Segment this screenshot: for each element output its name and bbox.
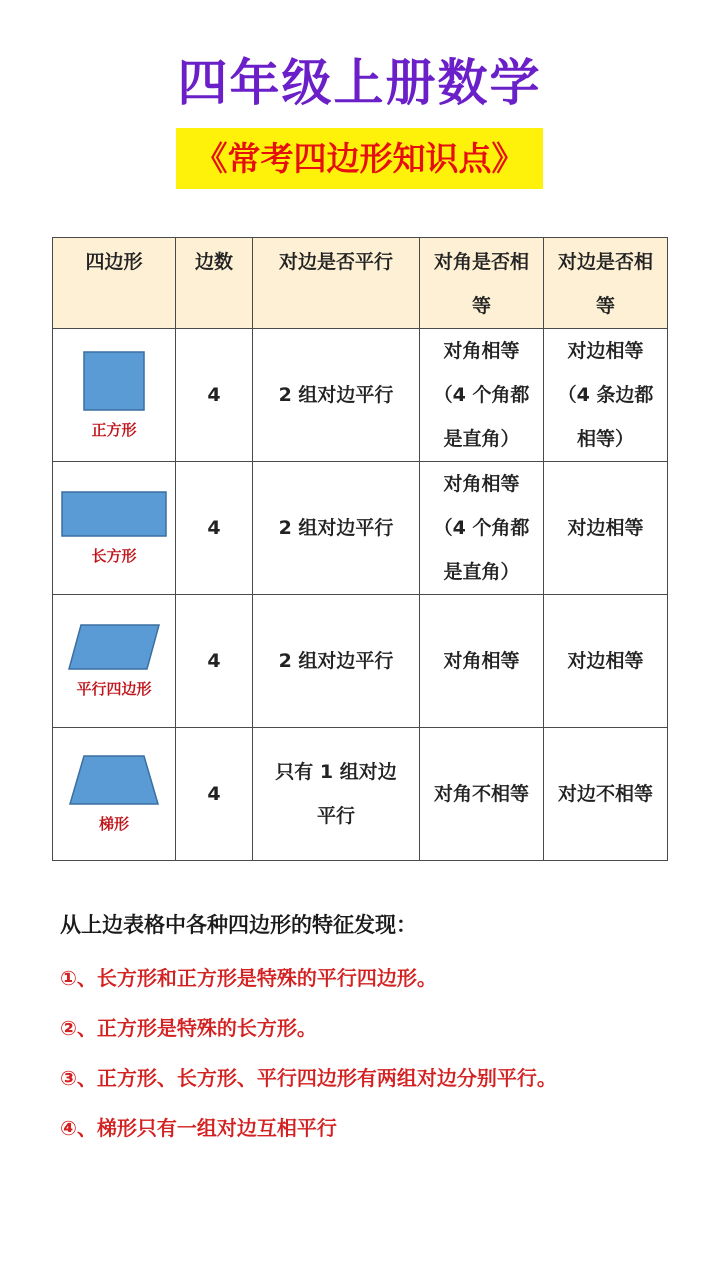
table-row xyxy=(53,329,668,462)
finding-item: ③、正方形、长方形、平行四边形有两组对边分别平行。 xyxy=(60,1066,557,1090)
header-parallel: 对边是否平行 xyxy=(253,238,420,329)
parallel-cell: 只有 1 组对边平行 xyxy=(253,728,420,861)
header-shape: 四边形 xyxy=(53,238,176,329)
angles-cell: 对角相等 xyxy=(420,595,544,728)
edges-cell: 对边相等（4 条边都相等） xyxy=(544,329,668,462)
finding-item: ④、梯形只有一组对边互相平行 xyxy=(60,1116,337,1140)
page-title: 四年级上册数学 xyxy=(177,54,542,112)
parallel-cell: 2 组对边平行 xyxy=(253,595,420,728)
parallelogram-icon xyxy=(67,623,161,671)
edges-cell: 对边不相等 xyxy=(544,728,668,861)
quadrilateral-table xyxy=(52,237,668,861)
header-edges: 对边是否相等 xyxy=(544,238,668,329)
shape-cell xyxy=(53,462,176,595)
parallel-cell: 2 组对边平行 xyxy=(253,329,420,462)
rectangle-icon xyxy=(60,490,168,538)
table-row xyxy=(53,728,668,861)
sides-count: 4 xyxy=(176,595,253,728)
shape-name: 梯形 xyxy=(98,815,129,833)
shape-name: 平行四边形 xyxy=(76,680,152,698)
findings-lead: 从上边表格中各种四边形的特征发现： xyxy=(60,913,417,937)
edges-cell: 对边相等 xyxy=(544,462,668,595)
page-subtitle: 《常考四边形知识点》 xyxy=(194,139,525,178)
sides-count: 4 xyxy=(176,728,253,861)
header-sides: 边数 xyxy=(176,238,253,329)
edges-cell: 对边相等 xyxy=(544,595,668,728)
finding-item: ②、正方形是特殊的长方形。 xyxy=(60,1016,317,1040)
header-angles: 对角是否相等 xyxy=(420,238,544,329)
table-row xyxy=(53,462,668,595)
table-row xyxy=(53,595,668,728)
sides-count: 4 xyxy=(176,462,253,595)
square-icon xyxy=(82,350,146,412)
shape-name: 正方形 xyxy=(91,421,137,439)
angles-cell: 对角相等（4 个角都是直角） xyxy=(420,462,544,595)
angles-cell: 对角相等（4 个角都是直角） xyxy=(420,329,544,462)
finding-item: ①、长方形和正方形是特殊的平行四边形。 xyxy=(60,966,437,990)
sides-count: 4 xyxy=(176,329,253,462)
angles-cell: 对角不相等 xyxy=(420,728,544,861)
table-header-row xyxy=(53,238,668,329)
shape-name: 长方形 xyxy=(91,547,137,565)
parallel-cell: 2 组对边平行 xyxy=(253,462,420,595)
shape-cell xyxy=(53,728,176,861)
shape-cell xyxy=(53,595,176,728)
shape-cell xyxy=(53,329,176,462)
trapezoid-icon xyxy=(68,754,160,806)
findings-section xyxy=(60,905,700,1153)
